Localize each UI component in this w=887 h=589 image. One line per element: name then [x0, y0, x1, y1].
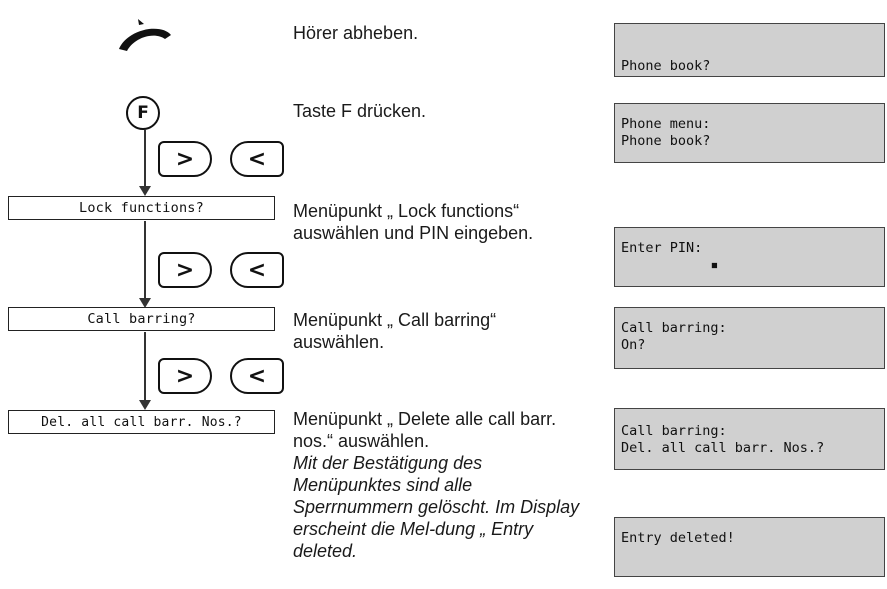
- display-4: [614, 307, 885, 369]
- display-line: Enter PIN:: [621, 240, 703, 256]
- display-line: ▪: [621, 257, 719, 273]
- arrow-down-icon: [139, 400, 151, 410]
- f-key-icon[interactable]: [126, 96, 160, 130]
- menu-item-label: Lock functions?: [79, 200, 204, 216]
- menu-item-label: Del. all call barr. Nos.?: [41, 414, 242, 430]
- arrow-down-icon: [139, 186, 151, 196]
- menu-item-call-barring[interactable]: [8, 307, 275, 331]
- forward-key-label: >: [175, 257, 195, 283]
- back-key-label: <: [247, 363, 267, 389]
- back-key[interactable]: [230, 358, 284, 394]
- back-key-label: <: [247, 146, 267, 172]
- f-key-label: F: [137, 103, 149, 123]
- handset-lift-icon: [115, 15, 175, 55]
- menu-item-lock-functions[interactable]: [8, 196, 275, 220]
- forward-key[interactable]: [158, 358, 212, 394]
- display-line: Del. all call barr. Nos.?: [621, 440, 825, 456]
- forward-key-label: >: [175, 146, 195, 172]
- display-line: Phone book?: [621, 133, 711, 149]
- flow-line: [144, 332, 146, 407]
- display-5: [614, 408, 885, 470]
- forward-key[interactable]: [158, 141, 212, 177]
- display-line: Entry deleted!: [621, 530, 735, 546]
- instruction-step-5: [293, 408, 593, 562]
- display-line: Phone book?: [621, 58, 711, 74]
- display-line: On?: [621, 337, 646, 353]
- flow-line: [144, 130, 146, 188]
- display-line: Phone menu:: [621, 116, 711, 132]
- instruction-step-4: Menüpunkt „ Call barring“ auswählen.: [293, 310, 497, 352]
- back-key-label: <: [247, 257, 267, 283]
- menu-item-label: Call barring?: [87, 311, 196, 327]
- display-line: Call barring:: [621, 320, 727, 336]
- instruction-step-2: Taste F drücken.: [293, 101, 427, 121]
- display-3: [614, 227, 885, 287]
- menu-item-delete-all[interactable]: [8, 410, 275, 434]
- back-key[interactable]: [230, 141, 284, 177]
- instruction-step-3: Menüpunkt „ Lock functions“ auswählen und PIN eingeben.: [293, 201, 534, 243]
- display-6: [614, 517, 885, 577]
- forward-key[interactable]: [158, 252, 212, 288]
- display-line: Call barring:: [621, 423, 727, 439]
- back-key[interactable]: [230, 252, 284, 288]
- display-2: [614, 103, 885, 163]
- forward-key-label: >: [175, 363, 195, 389]
- instruction-step-5-text: Menüpunkt „ Delete alle call barr. nos.“ auswählen.: [293, 409, 557, 451]
- display-1: [614, 23, 885, 77]
- display-line: [621, 28, 884, 45]
- instruction-step-5-note: Mit der Bestätigung des Menüpunktes sind alle Sperrnummern gelöscht. Im Display erscheint die Mel-dung „ Entry deleted.: [293, 453, 580, 561]
- flow-line: [144, 221, 146, 301]
- instruction-step-1: Hörer abheben.: [293, 23, 419, 43]
